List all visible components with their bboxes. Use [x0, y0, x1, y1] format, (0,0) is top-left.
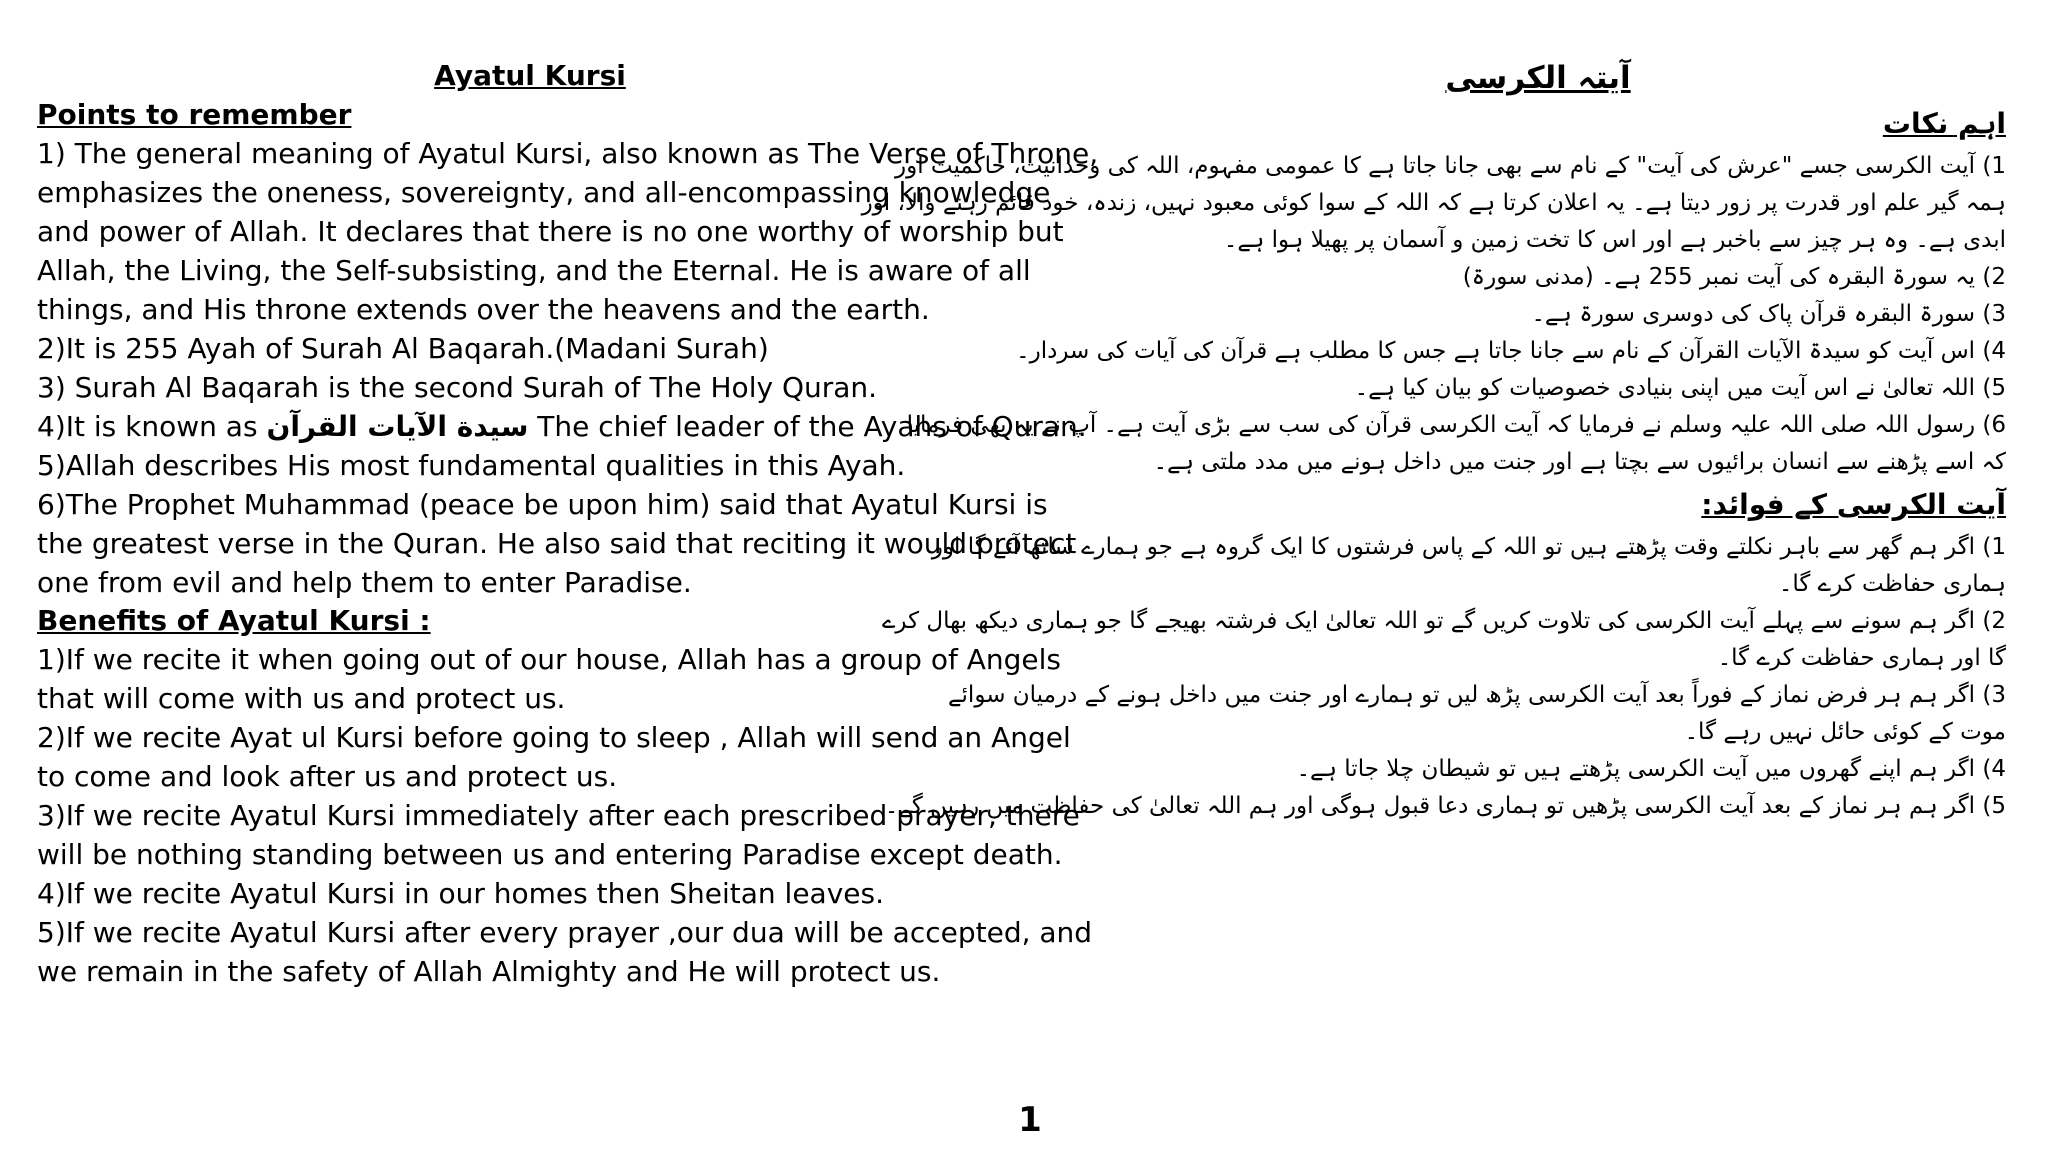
urdu-title: آیتہ الکرسی — [1445, 60, 1631, 96]
point4-prefix: 4)It is known as — [37, 410, 267, 443]
urdu-point-line: 4) اس آیت کو سیدۃ الآیات القرآن کے نام سے جانا جاتا ہے جس کا مطلب ہے قرآن کی آیات کی سردار۔ — [1016, 338, 2006, 364]
english-point-line: one from evil and help them to enter Paradise. — [37, 566, 692, 599]
urdu-benefits-heading: آیت الکرسی کے فوائد: — [1701, 488, 2006, 521]
english-title: Ayatul Kursi — [434, 59, 626, 92]
urdu-benefit-line: ہماری حفاظت کرے گا۔ — [1778, 571, 2006, 597]
english-point-line: 2)It is 255 Ayah of Surah Al Baqarah.(Madani Surah) — [37, 332, 769, 365]
english-point-line: emphasizes the oneness, sovereignty, and all-encompassing knowledge — [37, 176, 1051, 209]
urdu-benefit-line: 1) اگر ہم گھر سے باہر نکلتے وقت پڑھتے ہیں تو اللہ کے پاس فرشتوں کا ایک گروہ ہے جو ہمارے ساتھ آئے گا اور — [931, 534, 2006, 560]
urdu-column — [861, 56, 2006, 825]
english-point-line: 5)Allah describes His most fundamental qualities in this Ayah. — [37, 449, 906, 482]
english-point-line: things, and His throne extends over the heavens and the earth. — [37, 293, 930, 326]
urdu-point-line: ابدی ہے۔ وہ ہر چیز سے باخبر ہے اور اس کا تخت زمین و آسمان پر پھیلا ہوا ہے۔ — [1223, 227, 2006, 253]
urdu-point-line: کہ اسے پڑھنے سے انسان برائیوں سے بچتا ہے اور جنت میں داخل ہونے میں مدد ملتی ہے۔ — [1153, 449, 2006, 475]
english-point-line: Allah, the Living, the Self-subsisting, and the Eternal. He is aware of all — [37, 254, 1031, 287]
point4-suffix: The chief leader of the Ayahs of Quran. — [528, 410, 1087, 443]
english-point-line: 3) Surah Al Baqarah is the second Surah of The Holy Quran. — [37, 371, 878, 404]
english-points-heading: Points to remember — [37, 98, 352, 131]
urdu-point-line: 6) رسول اللہ صلی اللہ علیہ وسلم نے فرمایا کہ آیت الکرسی قرآن کی سب سے بڑی آیت ہے۔ آپ نے یہ بھی فرمایا — [906, 412, 2006, 438]
urdu-benefit-line: 4) اگر ہم اپنے گھروں میں آیت الکرسی پڑھتے ہیں تو شیطان چلا جاتا ہے۔ — [1296, 756, 2006, 782]
english-benefits-heading: Benefits of Ayatul Kursi : — [37, 604, 431, 637]
english-benefit-line: we remain in the safety of Allah Almighty and He will protect us. — [37, 955, 941, 988]
english-point-line: the greatest verse in the Quran. He also said that reciting it would protect — [37, 527, 1077, 560]
english-benefit-line: 5)If we recite Ayatul Kursi after every prayer ,our dua will be accepted, and — [37, 916, 1093, 949]
point4-arabic-phrase: سيدة الآيات القرآن — [266, 410, 529, 443]
urdu-point-line: 1) آیت الکرسی جسے "عرش کی آیت" کے نام سے بھی جانا جاتا ہے کا عمومی مفہوم، اللہ کی وحدانیت، حاکمیت اور — [894, 153, 2006, 179]
english-benefit-line: to come and look after us and protect us. — [37, 760, 618, 793]
english-benefit-line: 1)If we recite it when going out of our house, Allah has a group of Angels — [37, 643, 1061, 676]
urdu-point-line: 2) یہ سورۃ البقرہ کی آیت نمبر 255 ہے۔ (مدنی سورۃ) — [1462, 264, 2006, 290]
english-benefit-line: that will come with us and protect us. — [37, 682, 566, 715]
urdu-benefit-line: 5) اگر ہم ہر نماز کے بعد آیت الکرسی پڑھیں تو ہماری دعا قبول ہوگی اور ہم اللہ تعالیٰ کی حفاظت میں رہیں گے۔ — [884, 793, 2006, 819]
urdu-point-line: 3) سورۃ البقرہ قرآن پاک کی دوسری سورۃ ہے۔ — [1531, 301, 2006, 327]
english-point-4-line — [37, 407, 1087, 446]
page-number: 1 — [1018, 1100, 1042, 1140]
english-benefit-line: 2)If we recite Ayat ul Kursi before going to sleep , Allah will send an Angel — [37, 721, 1071, 754]
urdu-points-heading: اہم نکات — [1882, 107, 2006, 140]
urdu-point-line: ہمہ گیر علم اور قدرت پر زور دیتا ہے۔ یہ اعلان کرتا ہے کہ اللہ کے سوا کوئی معبود نہیں، زندہ، خود قائم رہنے والا، اور — [861, 190, 2006, 216]
english-benefit-line: 4)If we recite Ayatul Kursi in our homes then Sheitan leaves. — [37, 877, 884, 910]
urdu-point-line: 5) اللہ تعالیٰ نے اس آیت میں اپنی بنیادی خصوصیات کو بیان کیا ہے۔ — [1354, 375, 2006, 401]
english-point-line: 6)The Prophet Muhammad (peace be upon him) said that Ayatul Kursi is — [37, 488, 1048, 521]
english-point-line: and power of Allah. It declares that there is no one worthy of worship but — [37, 215, 1064, 248]
urdu-benefit-line: 3) اگر ہم ہر فرض نماز کے فوراً بعد آیت الکرسی پڑھ لیں تو ہمارے اور جنت میں داخل ہونے کے درمیان سوائے — [948, 682, 2006, 708]
english-benefit-line: will be nothing standing between us and entering Paradise except death. — [37, 838, 1063, 871]
english-point-line: 1) The general meaning of Ayatul Kursi, also known as The Verse of Throne, — [37, 137, 1099, 170]
english-benefit-line: 3)If we recite Ayatul Kursi immediately after each prescribed prayer, there — [37, 799, 1080, 832]
urdu-benefit-line: 2) اگر ہم سونے سے پہلے آیت الکرسی کی تلاوت کریں گے تو اللہ تعالیٰ ایک فرشتہ بھیجے گا جو ہماری دیکھ بھال کرے — [881, 608, 2006, 634]
urdu-benefit-line: گا اور ہماری حفاظت کرے گا۔ — [1717, 645, 2006, 671]
urdu-benefit-line: موت کے کوئی حائل نہیں رہے گا۔ — [1684, 719, 2006, 745]
